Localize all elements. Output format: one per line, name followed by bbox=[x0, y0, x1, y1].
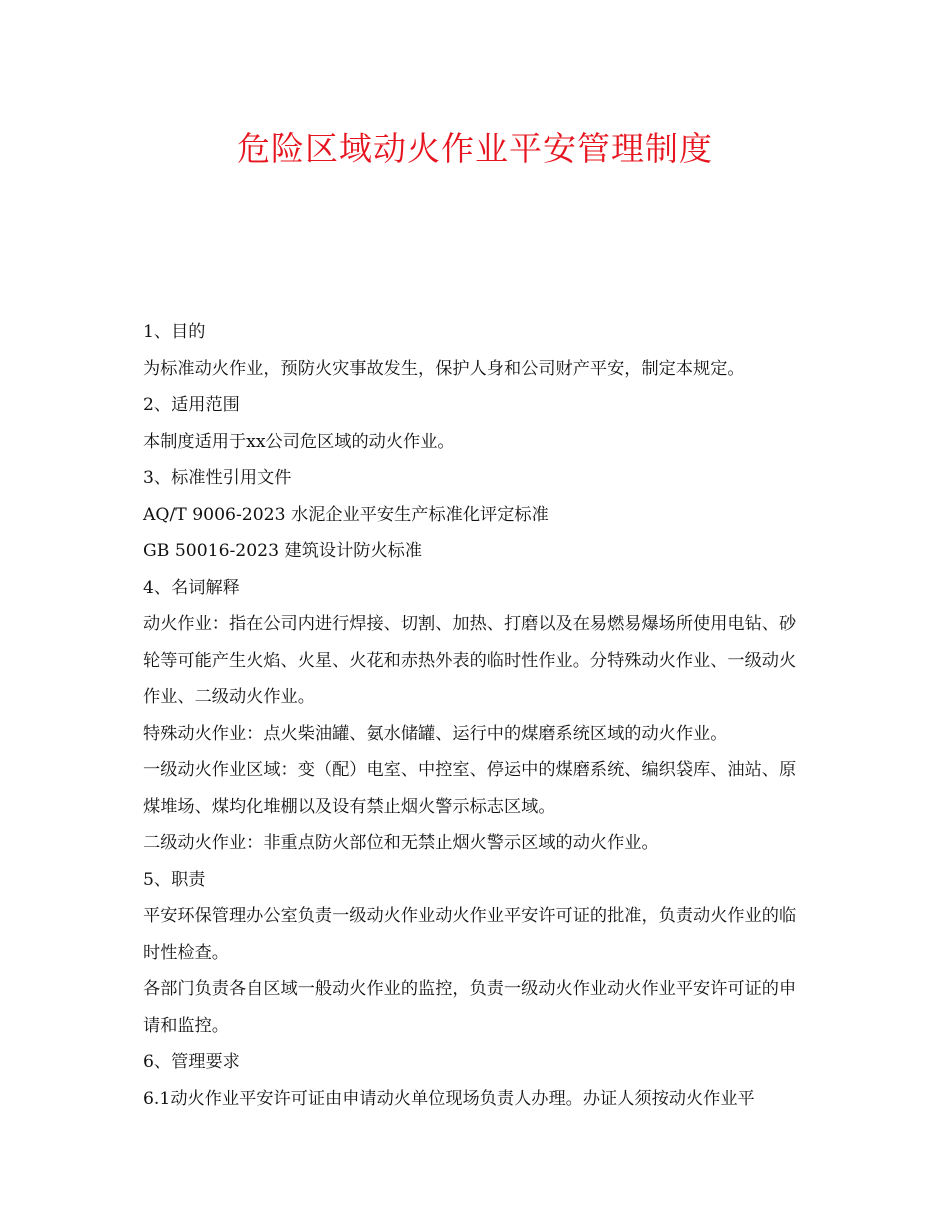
paragraph-definition-level-one: 一级动火作业区域：变（配）电室、中控室、停运中的煤磨系统、编织袋库、油站、原煤堆场、煤均化堆棚以及设有禁止烟火警示标志区域。 bbox=[143, 760, 797, 817]
paragraph-definition-level-two: 二级动火作业：非重点防火部位和无禁止烟火警示区域的动火作业。 bbox=[143, 833, 659, 853]
section-heading-definitions: 4、名词解释 bbox=[143, 577, 240, 598]
section-heading-responsibilities: 5、职责 bbox=[143, 869, 206, 890]
section-heading-scope: 2、适用范围 bbox=[143, 395, 240, 415]
paragraph-reference-aq: AQ/T 9006-2023 水泥企业平安生产标准化评定标准 bbox=[143, 504, 549, 525]
document-title: 危险区域动火作业平安管理制度 bbox=[237, 129, 713, 168]
section-heading-purpose: 1、目的 bbox=[143, 322, 206, 342]
document-body bbox=[143, 314, 803, 1117]
paragraph-management-6-1: 6.1动火作业平安许可证由申请动火单位现场负责人办理。办证人须按动火作业平 bbox=[143, 1088, 755, 1109]
paragraph-scope: 本制度适用于xx公司危区域的动火作业。 bbox=[143, 431, 455, 452]
paragraph-definition-special: 特殊动火作业：点火柴油罐、氨水储罐、运行中的煤磨系统区域的动火作业。 bbox=[143, 723, 728, 744]
paragraph-responsibility-departments: 各部门负责各自区域一般动火作业的监控，负责一级动火作业动火作业平安许可证的申请和监控。 bbox=[143, 979, 797, 1036]
paragraph-purpose: 为标准动火作业，预防火灾事故发生，保护人身和公司财产平安，制定本规定。 bbox=[143, 358, 745, 379]
section-heading-references: 3、标准性引用文件 bbox=[143, 468, 292, 488]
section-heading-management: 6、管理要求 bbox=[143, 1052, 240, 1072]
paragraph-definition-hot-work: 动火作业：指在公司内进行焊接、切割、加热、打磨以及在易燃易爆场所使用电钻、砂轮等可能产生火焰、火星、火花和赤热外表的临时性作业。分特殊动火作业、一级动火作业、二级动火作业。 bbox=[143, 614, 797, 707]
paragraph-reference-gb: GB 50016-2023 建筑设计防火标准 bbox=[143, 541, 423, 561]
paragraph-responsibility-safety-office: 平安环保管理办公室负责一级动火作业动火作业平安许可证的批准，负责动火作业的临时性检查。 bbox=[143, 906, 797, 963]
